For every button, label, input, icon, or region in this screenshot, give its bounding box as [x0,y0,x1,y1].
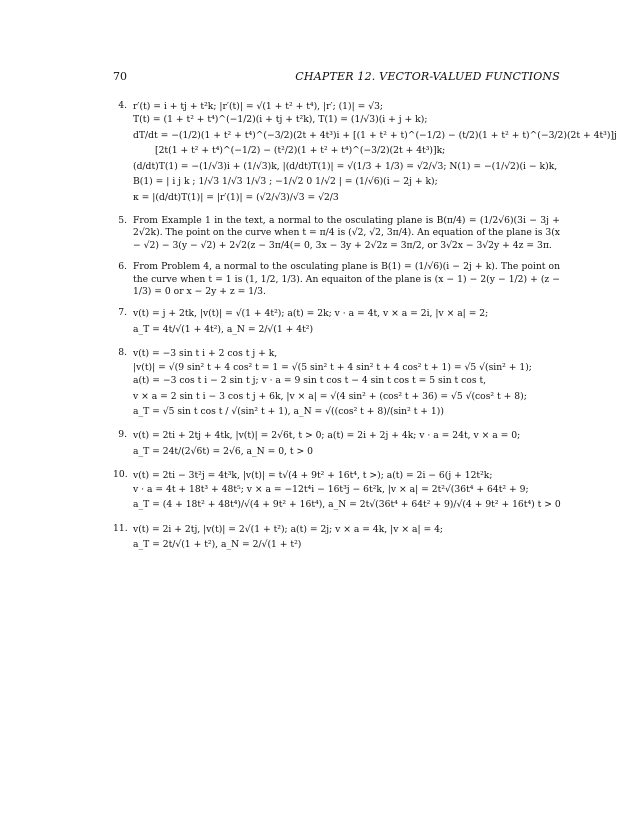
problem-body [133,100,617,207]
solution-line: B(1) = | i j k ; 1/√3 1/√3 1/√3 ; −1/√2 0 1/√2 | = (1/√6)(i − 2j + k); [133,176,438,188]
page-header [113,70,560,86]
problem-body [133,469,561,514]
solution-line: a_T = (4 + 18t² + 48t⁴)/√(4 + 9t² + 16t⁴), a_N = 2t√(36t⁴ + 64t² + 9)/√(4 + 9t² + 16t⁴) t > 0 [133,499,561,511]
problem-9 [113,429,560,461]
solution-line: a_T = √5 sin t cos t / √(sin² t + 1), a_N = √((cos² t + 8)/(sin² t + 1)) [133,406,444,418]
solution-line: a_T = 4t/√(1 + 4t²), a_N = 2/√(1 + 4t²) [133,323,314,335]
problem-number: 10. [113,469,128,481]
solution-text: From Problem 4, a normal to the osculating plane is B(1) = (1/√6)(i − 2j + k). The point on the curve when t = 1 is (1, 1/2, 1/3). An equaiton of the plane is (x − 1) − 2(y − 1/2) + (z − 1/3) = 0 or x − 2y + z = 1/3. [133,261,560,298]
problem-number: 5. [118,214,127,226]
problem-body [133,215,560,253]
solution-line: v(t) = 2ti + 2tj + 4tk, |v(t)| = 2√6t, t > 0; a(t) = 2i + 2j + 4k; v · a = 24t, v × a = 0; [133,430,521,442]
problem-8 [113,347,560,421]
problem-body [133,307,560,339]
problem-number: 4. [118,100,127,111]
chapter-title: CHAPTER 12. VECTOR-VALUED FUNCTIONS [295,70,560,83]
solution-line: v(t) = −3 sin t i + 2 cos t j + k, [133,348,278,360]
solution-line: v(t) = 2i + 2tj, |v(t)| = 2√(1 + t²); a(t) = 2j; v × a = 4k, |v × a| = 4; [133,523,444,535]
problem-number: 9. [118,429,127,441]
solution-line: dT/dt = −(1/2)(1 + t² + t⁴)^(−3/2)(2t + 4t³)i + [(1 + t² + t)^(−1/2) − (t/2)(1 + t² + t)^(−3/2)(2t + 4t³)]j [133,129,617,141]
problem-10 [113,469,560,514]
solution-line: κ = |(d/dt)T(1)| = |r′(1)| = (√2/√3)/√3 = √2/3 [133,191,339,203]
solution-line: (d/dt)T(1) = −(1/√3)i + (1/√3)k, |(d/dt)T(1)| = √(1/3 + 1/3) = √2/√3; N(1) = −(1/√2)(i − k)k, [133,160,558,172]
solution-line: a_T = 2t/√(1 + t²), a_N = 2/√(1 + t²) [133,538,302,550]
problem-number: 8. [118,347,127,359]
problem-6 [113,261,560,299]
page-number: 70 [113,70,127,83]
solution-line: v(t) = j + 2tk, |v(t)| = √(1 + 4t²); a(t) = 2k; v · a = 4t, v × a = 2i, |v × a| = 2; [133,308,489,320]
solution-line: T(t) = (1 + t² + t⁴)^(−1/2)(i + tj + t²k), T(1) = (1/√3)(i + j + k); [133,114,428,126]
problem-number: 6. [118,261,127,273]
solution-line: r′(t) = i + tj + t²k; |r′(t)| = √(1 + t² + t⁴), |r′; (1)| = √3; [133,101,384,112]
solution-text: From Example 1 in the text, a normal to the osculating plane is B(π/4) = (1/2√6)(3i − 3j + 2√2k). The point on the curve when t = π/4 is (√2, √2, 3π/4). An equation of the plane is 3(x − √2) − 3(y − √2) + 2√2(z − 3π/4(= 0, 3x − 3y + 2√2z = 3π/2, or 3√2x − 3√2y + 4z = 3π. [133,214,560,251]
page-content [113,100,617,562]
solution-line: v(t) = 2ti − 3t²j = 4t³k, |v(t)| = t√(4 + 9t² + 16t⁴, t >); a(t) = 2i − 6(j + 12t²k; [133,470,493,482]
problem-number: 7. [118,307,127,319]
solution-line: [2t(1 + t² + t⁴)^(−1/2) − (t²/2)(1 + t² + t⁴)^(−3/2)(2t + 4t³)]k; [155,145,446,157]
solution-line: v × a = 2 sin t i − 3 cos t j + 6k, |v × a| = √(4 sin² + (cos² t + 36) = √5 √(cos² t + 8); [133,390,527,402]
solution-line: |v(t)| = √(9 sin² t + 4 cos² t = 1 = √(5 sin² t + 4 sin² t + 4 cos² t + 1) = √5 √(sin² + 1); [133,361,532,373]
problem-body [133,523,560,555]
problem-body [133,429,560,461]
solution-line: a(t) = −3 cos t i − 2 sin t j; v · a = 9 sin t cos t − 4 sin t cos t = 5 sin t cos t, [133,375,487,387]
problem-number: 11. [113,522,128,534]
problem-4 [113,100,617,207]
problem-11 [113,523,560,555]
solution-line: a_T = 24t/(2√6t) = 2√6, a_N = 0, t > 0 [133,445,313,457]
problem-7 [113,307,560,339]
problem-5 [113,215,560,253]
problem-body [133,261,560,299]
solution-line: v · a = 4t + 18t³ + 48t⁵; v × a = −12t⁴i − 16t³j − 6t²k, |v × a| = 2t²√(36t⁴ + 64t² + 9; [133,483,529,495]
problem-body [133,347,560,421]
